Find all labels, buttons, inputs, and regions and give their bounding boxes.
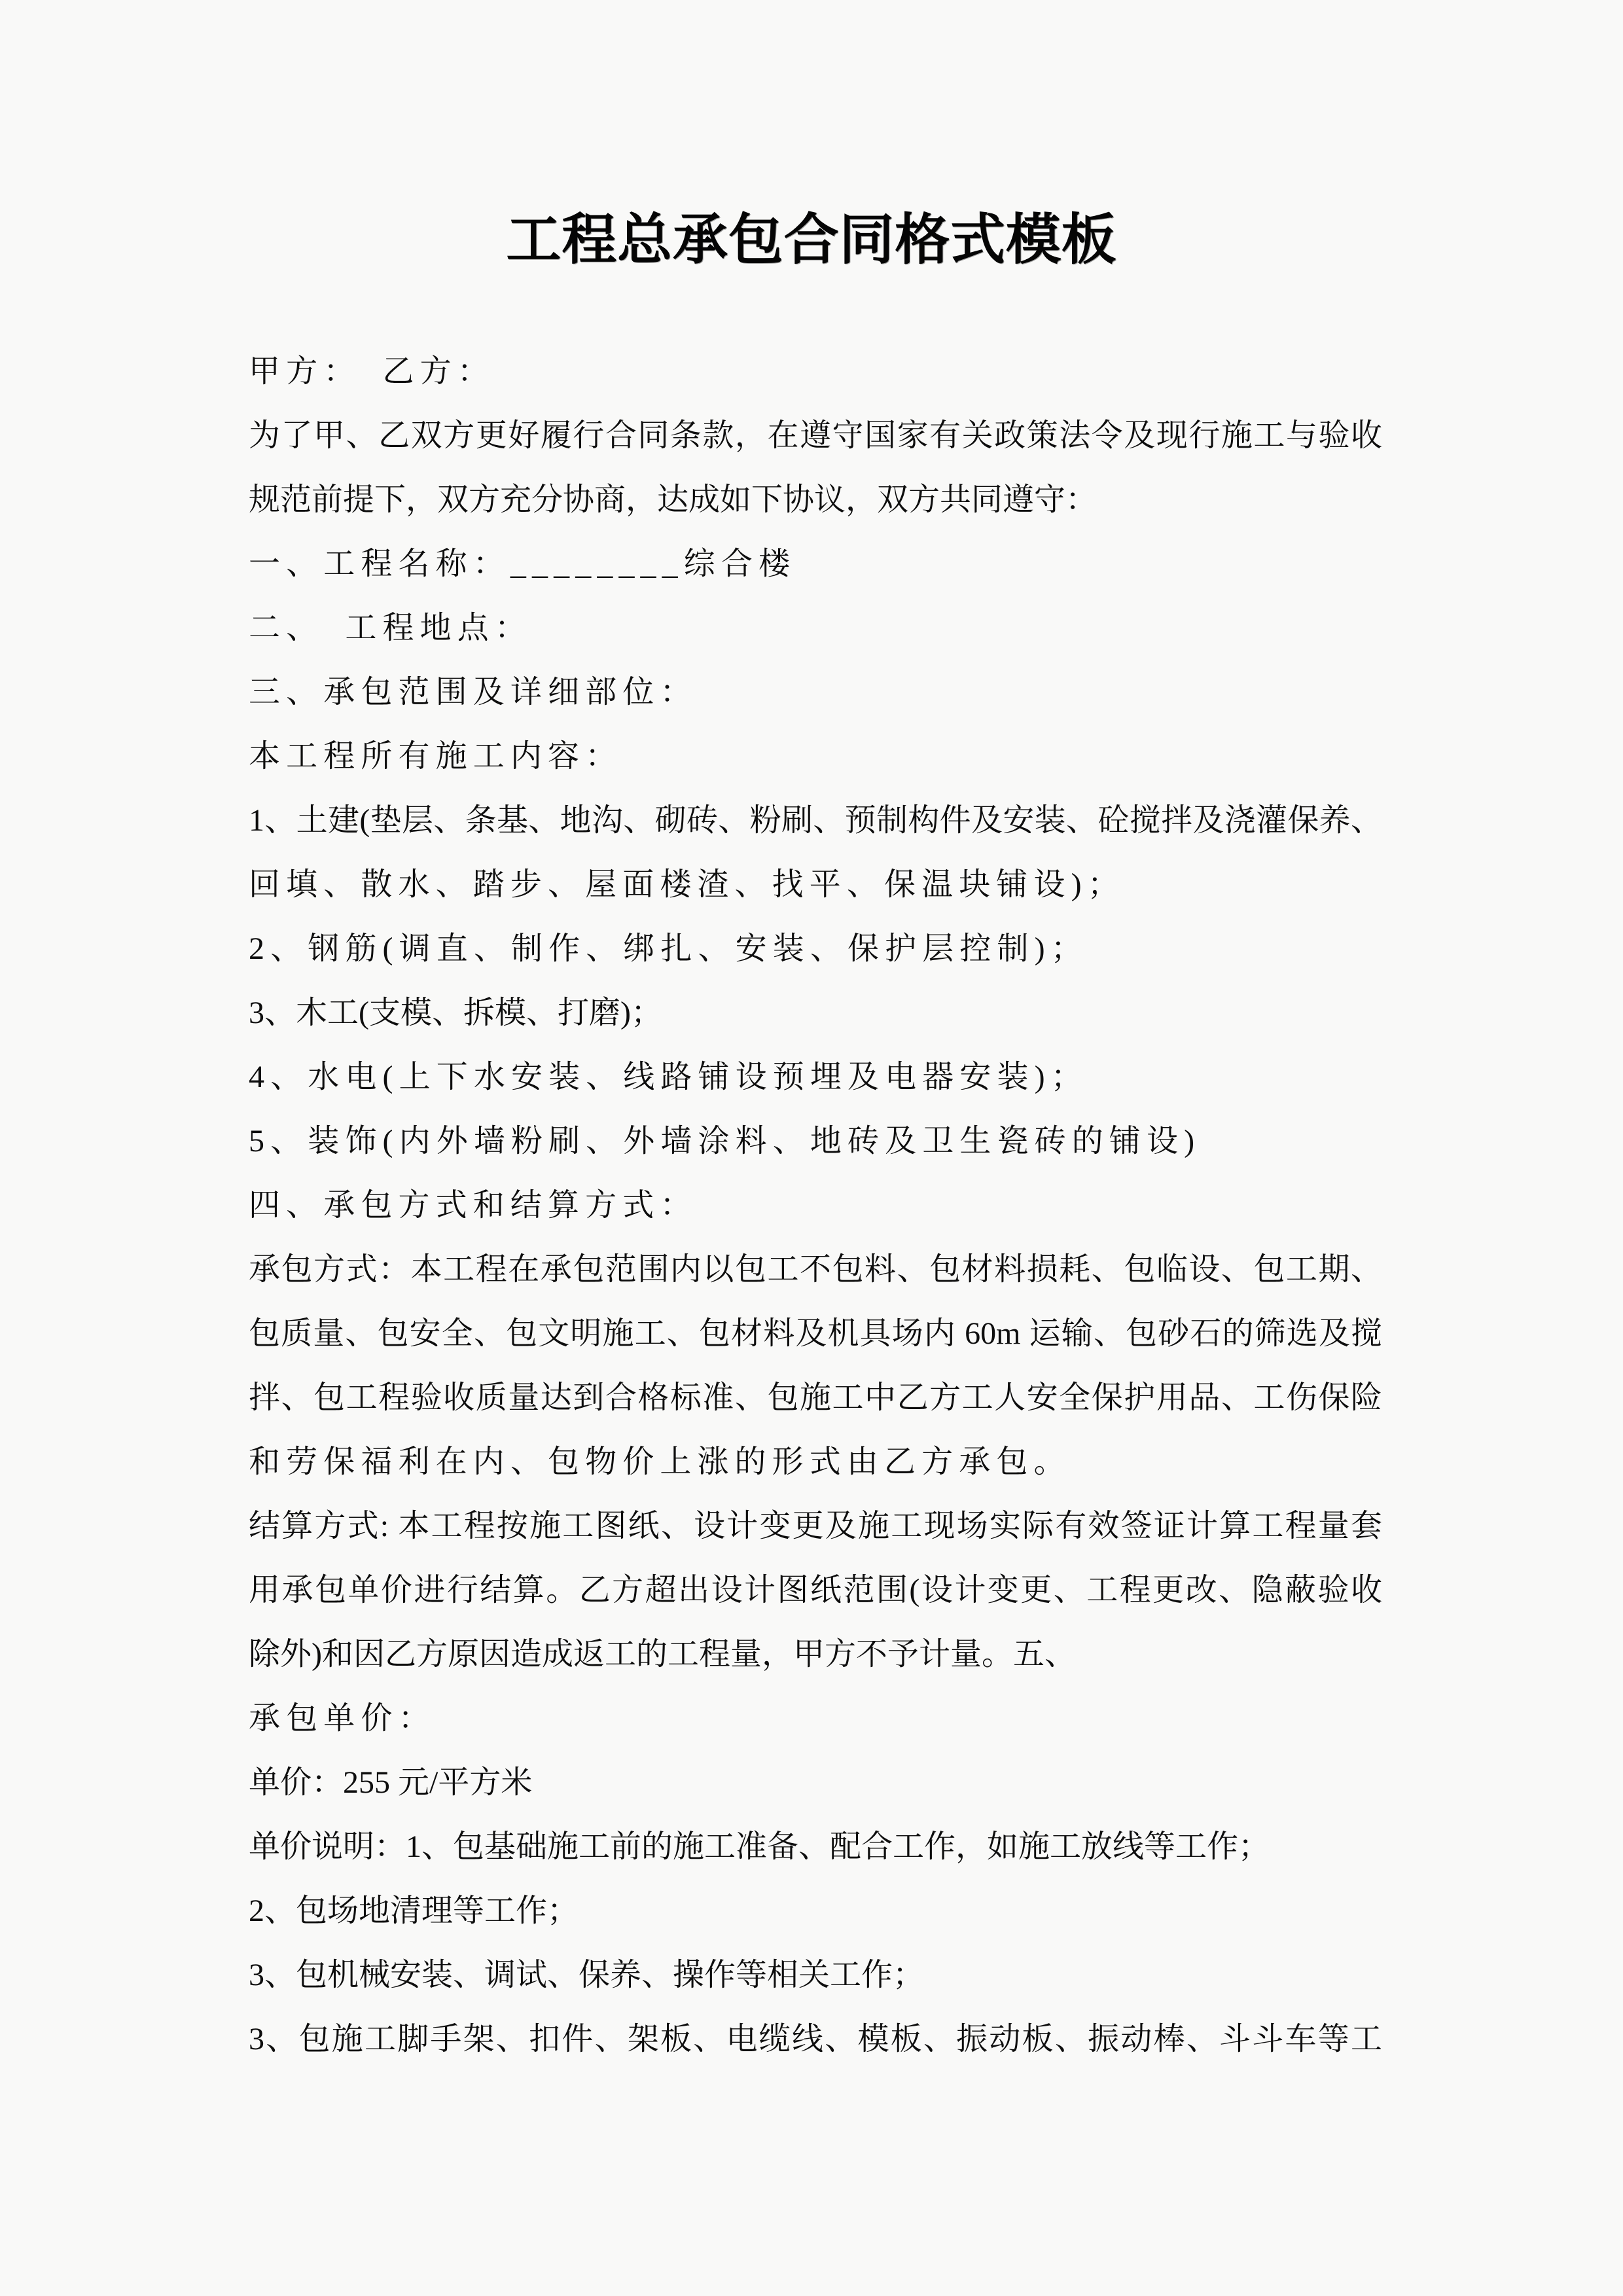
paragraph-line: 拌、包工程验收质量达到合格标准、包施工中乙方工人安全保护用品、工伤保险 [249, 1380, 1382, 1415]
paragraph-line: 1、土建(垫层、条基、地沟、砌砖、粉刷、预制构件及安装、砼搅拌及浇灌保养、 [249, 803, 1382, 838]
paragraph-line: 结算方式: 本工程按施工图纸、设计变更及施工现场实际有效签证计算工程量套 [249, 1509, 1382, 1543]
paragraph-line: 单价说明：1、包基础施工前的施工准备、配合工作，如施工放线等工作； [249, 1829, 1270, 1864]
paragraph-line: 四、承包方式和结算方式： [249, 1188, 698, 1223]
paragraph-line: 2、包场地清理等工作； [249, 1893, 579, 1928]
paragraph-line: 4、水电(上下水安装、线路铺设预埋及电器安装)； [249, 1060, 1088, 1094]
paragraph-line: 承包方式：本工程在承包范围内以包工不包料、包材料损耗、包临设、包工期、 [249, 1252, 1382, 1287]
paragraph-line: 3、木工(支模、拆模、打磨)； [249, 996, 662, 1030]
paragraph-line: 承包单价： [249, 1701, 436, 1736]
paragraph-line: 2、钢筋(调直、制作、绑扎、安装、保护层控制)； [249, 931, 1088, 966]
paragraph-line: 一、工程名称：________综合楼 [249, 547, 796, 581]
paragraph-line: 二、 工程地点： [249, 611, 532, 645]
paragraph-line: 为了甲、乙双方更好履行合同条款，在遵守国家有关政策法令及现行施工与验收 [249, 418, 1382, 453]
paragraph-line: 3、包机械安装、调试、保养、操作等相关工作； [249, 1958, 925, 1992]
paragraph-line: 5、装饰(内外墙粉刷、外墙涂料、地砖及卫生瓷砖的铺设) [249, 1124, 1201, 1158]
paragraph-line: 规范前提下，双方充分协商，达成如下协议，双方共同遵守： [249, 482, 1097, 517]
paragraph-line: 单价：255 元/平方米 [249, 1765, 533, 1800]
paragraph-line: 回填、散水、踏步、屋面楼渣、找平、保温块铺设)； [249, 867, 1125, 902]
paragraph-line: 甲方： 乙方： [249, 354, 495, 389]
paragraph-line: 包质量、包安全、包文明施工、包材料及机具场内 60m 运输、包砂石的筛选及搅 [249, 1316, 1382, 1351]
paragraph-line: 用承包单价进行结算。乙方超出设计图纸范围(设计变更、工程更改、隐蔽验收 [249, 1573, 1382, 1607]
paragraph-line: 3、包施工脚手架、扣件、架板、电缆线、模板、振动板、振动棒、斗斗车等工 [249, 2022, 1382, 2056]
paragraph-line: 本工程所有施工内容： [249, 739, 623, 774]
paragraph-line: 除外)和因乙方原因造成返工的工程量，甲方不予计量。五、 [249, 1637, 1076, 1672]
paragraph-line: 三、承包范围及详细部位： [249, 675, 698, 709]
document-title: 工程总承包合同格式模板 [506, 210, 1117, 271]
paragraph-line: 和劳保福利在内、包物价上涨的形式由乙方承包。 [249, 1444, 1071, 1479]
document-body [249, 340, 1382, 2072]
